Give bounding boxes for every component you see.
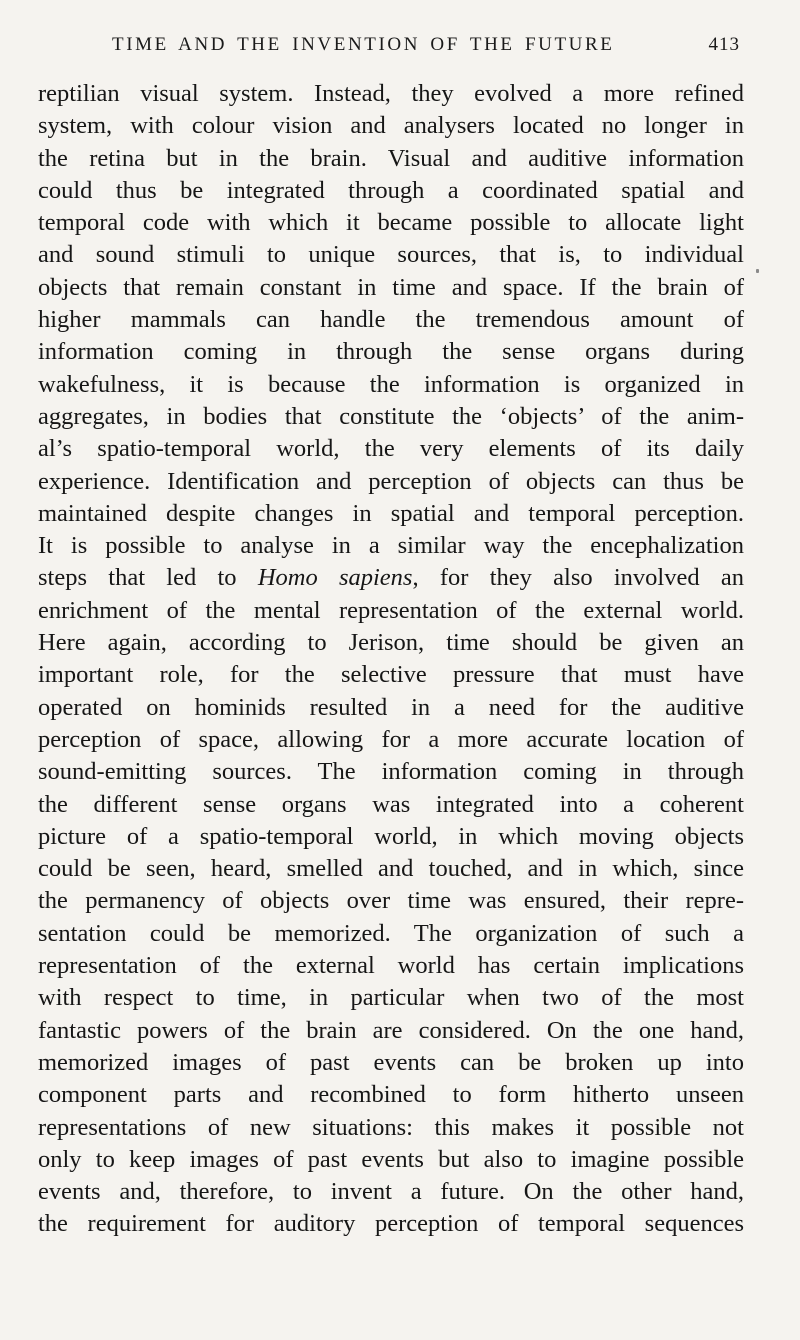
text-line: the requirement for auditory perception of temporal sequences	[38, 1210, 744, 1238]
body-text	[38, 78, 744, 1241]
text-line: al’s spatio-temporal world, the very elements of its daily	[38, 435, 744, 463]
print-speck	[756, 269, 759, 273]
text-line: only to keep images of past events but also to imagine possible	[38, 1145, 744, 1173]
text-line: the different sense organs was integrated into a coherent	[38, 790, 744, 818]
text-line: memorized images of past events can be broken up into	[38, 1048, 744, 1076]
text-line: maintained despite changes in spatial and temporal perception.	[38, 499, 744, 527]
text-line: with respect to time, in particular when two of the most	[38, 984, 744, 1012]
text-line-with-italic	[38, 562, 744, 594]
text-line: system, with colour vision and analysers located no longer in	[38, 112, 744, 140]
italic-species-name: Homo sapiens	[257, 564, 413, 592]
text-line: component parts and recombined to form hitherto unseen	[38, 1081, 744, 1109]
page-header	[112, 34, 740, 66]
text-line: picture of a spatio-temporal world, in which moving objects	[38, 822, 744, 850]
text-line: experience. Identification and perception of objects can thus be	[38, 467, 744, 495]
text-line: representation of the external world has certain implications	[38, 952, 744, 980]
text-line: events and, therefore, to invent a future. On the other hand,	[38, 1178, 744, 1206]
text-line: could thus be integrated through a coordinated spatial and	[38, 176, 744, 204]
text-line: the permanency of objects over time was ensured, their repre-	[38, 887, 744, 915]
text-line: operated on hominids resulted in a need for the auditive	[38, 693, 744, 721]
text-fragment: , for they also involved an	[412, 564, 745, 592]
text-line: and sound stimuli to unique sources, that is, to individual	[38, 241, 744, 269]
page-number: 413	[708, 34, 740, 55]
text-line: the retina but in the brain. Visual and auditive information	[38, 144, 744, 172]
text-line: fantastic powers of the brain are considered. On the one hand,	[38, 1016, 744, 1044]
text-line: temporal code with which it became possible to allocate light	[38, 209, 744, 237]
text-line: wakefulness, it is because the information is organized in	[38, 370, 744, 398]
text-line: sentation could be memorized. The organization of such a	[38, 919, 744, 947]
text-line: higher mammals can handle the tremendous amount of	[38, 306, 744, 334]
text-line: objects that remain constant in time and space. If the brain of	[38, 273, 744, 301]
paragraph-first-line: It is possible to analyse in a similar way the encephalization	[38, 532, 744, 560]
text-line: reptilian visual system. Instead, they evolved a more refined	[38, 80, 744, 107]
text-line: could be seen, heard, smelled and touched, and in which, since	[38, 855, 744, 883]
text-line: Here again, according to Jerison, time should be given an	[38, 629, 744, 657]
text-line: aggregates, in bodies that constitute the ‘objects’ of the anim-	[38, 402, 744, 430]
text-line: information coming in through the sense organs during	[38, 338, 744, 366]
text-line: sound-emitting sources. The information coming in through	[38, 758, 744, 786]
text-line: important role, for the selective pressure that must have	[38, 661, 744, 689]
running-head: TIME AND THE INVENTION OF THE FUTURE	[112, 34, 615, 55]
text-line: perception of space, allowing for a more accurate location of	[38, 725, 744, 753]
text-line: enrichment of the mental representation of the external world.	[38, 596, 744, 624]
text-line: representations of new situations: this makes it possible not	[38, 1113, 744, 1141]
text-fragment: steps that led to	[38, 564, 237, 592]
